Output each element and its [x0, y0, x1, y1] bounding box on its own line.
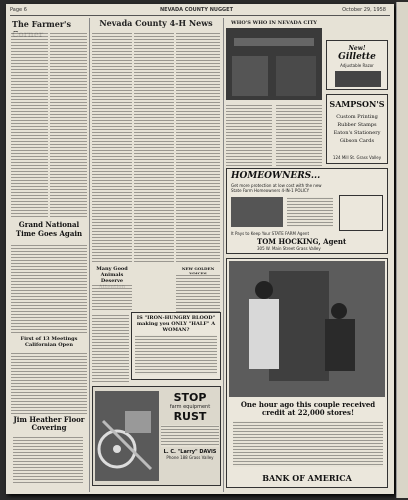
ad-text	[161, 425, 219, 447]
storefront-photo	[226, 28, 322, 100]
storefront-window	[232, 56, 268, 96]
couple-photo	[229, 261, 385, 397]
man-head	[331, 303, 347, 319]
stop-text-block	[161, 391, 219, 460]
article-headline: Many Good Animals Deserve	[92, 266, 132, 290]
ad-text	[287, 197, 333, 227]
house-image	[231, 197, 283, 227]
adjacent-page-edge	[396, 2, 408, 498]
column-text	[92, 32, 132, 264]
column-text	[11, 352, 87, 414]
bank-of-america-ad	[226, 258, 388, 488]
column-text	[176, 32, 220, 264]
sampsons-address: 124 Mill St. Grass Valley	[332, 155, 382, 160]
gillette-ad	[326, 40, 388, 90]
policy-seal	[339, 195, 383, 231]
homeowners-pay: It Pays to Keep Your STATE FARM Agent	[231, 231, 310, 236]
column-text	[11, 32, 48, 218]
page-date: October 29, 1958	[342, 7, 386, 13]
homeowners-title: HOMEOWNERS...	[231, 171, 321, 181]
stop-rust: RUST	[173, 410, 207, 423]
sampsons-line: Eaton's Stationery	[333, 130, 381, 136]
column-text	[92, 284, 132, 312]
man-figure	[325, 319, 355, 371]
newspaper-page	[6, 4, 394, 494]
page-header	[10, 7, 390, 15]
article-headline: Grand National Time Goes Again	[11, 220, 87, 238]
stop-title: STOP	[173, 391, 207, 404]
razor-image	[335, 71, 381, 87]
iron-hungry-ad	[131, 312, 221, 380]
homeowners-ad	[226, 168, 388, 254]
column-text	[92, 314, 129, 384]
column-text	[11, 244, 87, 334]
whos-who-title: WHO'S WHO IN NEVADA CITY	[231, 20, 317, 26]
sampsons-line: Gibson Cards	[339, 138, 375, 144]
farm-equipment-illustration	[95, 391, 159, 481]
column-text	[50, 32, 87, 218]
storefront-sign	[234, 38, 314, 46]
article-headline: NEW GOLDEN	[176, 266, 220, 276]
sampsons-services	[327, 113, 387, 145]
bank-name: BANK OF AMERICA	[262, 473, 352, 483]
page-number: Page 6	[10, 7, 27, 13]
sampsons-line: Custom Printing	[336, 114, 378, 120]
column-text	[176, 274, 220, 312]
gillette-new: New!	[348, 45, 366, 52]
bank-headline: One hour ago this couple received credit at 22,000 stores!	[240, 400, 376, 417]
paper-name: NEVADA COUNTY NUGGET	[160, 7, 233, 13]
header-rule	[10, 15, 390, 16]
article-headline: First of 13 Meetings Californian Open	[11, 336, 87, 348]
column-text	[134, 32, 174, 264]
gillette-sub: Adjustable Razor	[340, 63, 374, 68]
davis-name: L. C. "Larry" DAVIS	[163, 449, 217, 455]
woman-head	[255, 281, 273, 299]
stop-subtitle: farm equipment	[169, 404, 211, 410]
hocking-address: 305 W. Main Street Grass Valley	[257, 246, 321, 251]
heather-ad	[11, 416, 87, 492]
column-text	[226, 104, 272, 166]
four-h-title: Nevada County 4-H News	[99, 18, 213, 28]
hocking-name: TOM HOCKING, Agent	[257, 237, 347, 246]
column-divider	[223, 18, 224, 492]
homeowners-sub: Get more protection at low cost with the new State Farm Homeowners 4-IN-1 POLICY	[231, 183, 322, 193]
ad-text	[233, 421, 383, 467]
sampsons-ad	[326, 94, 388, 164]
heather-title: Jim Heather Floor Covering	[13, 415, 85, 432]
sampsons-line: Rubber Stamps	[337, 122, 377, 128]
ad-text	[135, 335, 217, 375]
stop-rust-ad	[92, 386, 221, 486]
ad-text	[13, 436, 83, 484]
iron-hungry-headline: IS "IRON-HUNGRY BLOOD" making you ONLY "HALF" A WOMAN?	[136, 315, 216, 333]
column-text	[276, 104, 322, 166]
davis-phone: Phone 188 Grass Valley	[166, 455, 214, 460]
woman-figure	[249, 299, 279, 369]
storefront-window	[276, 56, 316, 96]
sampsons-title: SAMPSON'S	[329, 99, 385, 109]
gillette-brand: Gillette	[338, 52, 376, 62]
farmers-corner-title: The Farmer's	[12, 19, 72, 29]
column-divider	[89, 18, 90, 492]
